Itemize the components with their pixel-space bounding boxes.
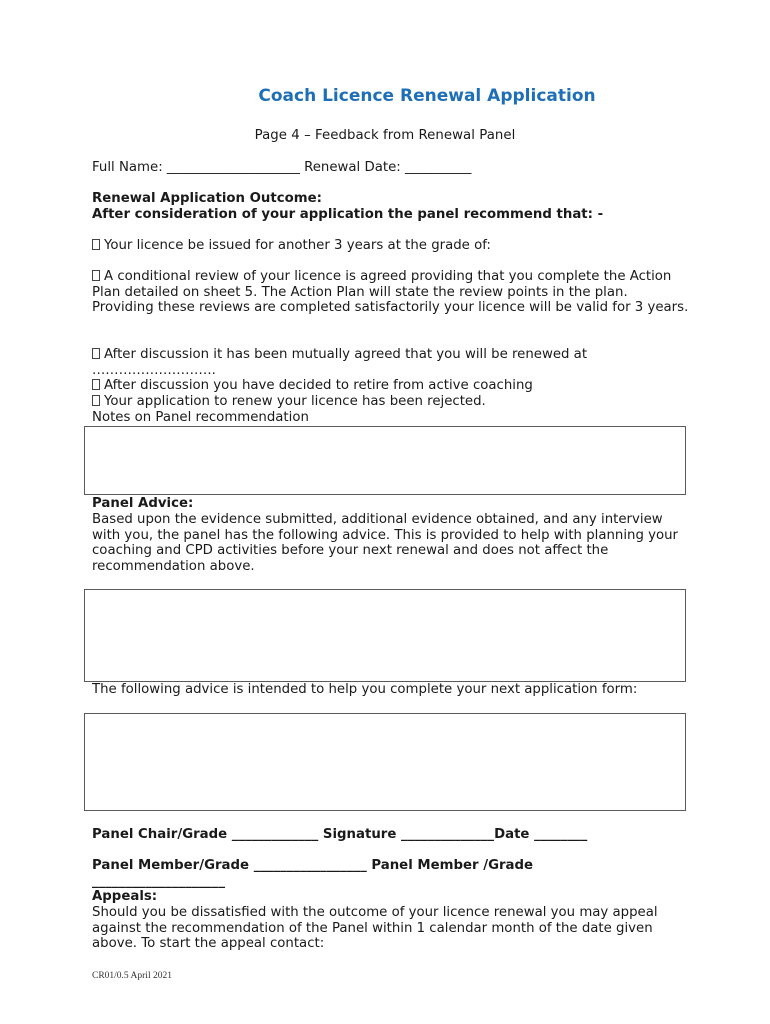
outcome-heading: Renewal Application Outcome: bbox=[92, 191, 322, 206]
panel-advice-heading: Panel Advice: bbox=[92, 496, 194, 511]
panel-member-line-continued: ____________________ bbox=[92, 874, 225, 889]
notes-textbox[interactable] bbox=[84, 426, 686, 495]
checkbox-icon[interactable] bbox=[92, 379, 100, 390]
full-name-renewal-date-line: Full Name: ____________________ Renewal Date: __________ bbox=[92, 160, 472, 175]
document-code: CR01/0.5 April 2021 bbox=[92, 971, 172, 981]
appeals-text: Should you be dissatisfied with the outcome of your licence renewal you may appeal against the recommendation of the Panel within 1 calendar month of the date given above. To start the appeal contact: bbox=[92, 905, 658, 951]
panel-advice-textbox[interactable] bbox=[84, 589, 686, 682]
option-reissue-label: Your licence be issued for another 3 years at the grade of: bbox=[104, 238, 491, 253]
notes-label: Notes on Panel recommendation bbox=[92, 410, 309, 425]
option-rejected bbox=[92, 394, 486, 410]
option-reissue bbox=[92, 238, 491, 254]
appeals-heading: Appeals: bbox=[92, 889, 158, 904]
panel-member-line: Panel Member/Grade _________________ Panel Member /Grade bbox=[92, 858, 534, 873]
option-mutual-agreement-label: After discussion it has been mutually agreed that you will be renewed at bbox=[104, 347, 588, 362]
option-rejected-label: Your application to renew your licence has been rejected. bbox=[104, 394, 486, 409]
panel-chair-line: Panel Chair/Grade _____________ Signature ______________Date ________ bbox=[92, 827, 588, 842]
option-conditional-review bbox=[92, 269, 692, 316]
option-mutual-agreement-dots: ………………………. bbox=[92, 363, 216, 378]
checkbox-icon[interactable] bbox=[92, 239, 100, 250]
panel-advice-text: Based upon the evidence submitted, additional evidence obtained, and any interview with you, the panel has the following advice. This is provided to help with planning your coaching and CPD activities before your next renewal and does not affect the recommendation above. bbox=[92, 512, 679, 574]
page-subtitle: Page 4 – Feedback from Renewal Panel bbox=[254, 128, 516, 143]
checkbox-icon[interactable] bbox=[92, 270, 100, 281]
option-retire bbox=[92, 378, 533, 394]
page-title: Coach Licence Renewal Application bbox=[258, 86, 596, 106]
next-form-advice-textbox[interactable] bbox=[84, 713, 686, 811]
option-retire-label: After discussion you have decided to retire from active coaching bbox=[104, 378, 533, 393]
checkbox-icon[interactable] bbox=[92, 348, 100, 359]
option-conditional-review-label: A conditional review of your licence is agreed providing that you complete the Action Plan detailed on sheet 5. The Action Plan will state the review points in the plan. Providing these reviews are completed satisfactorily your licence will be valid for 3 years. bbox=[92, 269, 689, 315]
next-form-label: The following advice is intended to help you complete your next application form: bbox=[92, 682, 638, 697]
checkbox-icon[interactable] bbox=[92, 395, 100, 406]
outcome-subheading: After consideration of your application the panel recommend that: - bbox=[92, 207, 604, 222]
option-mutual-agreement bbox=[92, 347, 587, 363]
